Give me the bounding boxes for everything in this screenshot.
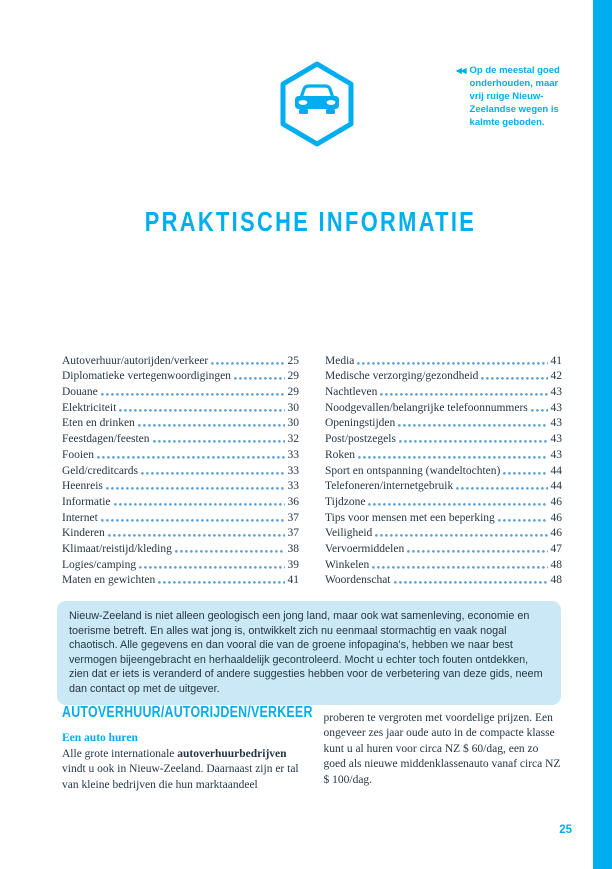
section-autoverhuur xyxy=(62,704,563,793)
toc-dot-leader xyxy=(138,424,285,427)
toc-entry xyxy=(62,556,299,572)
toc-entry-label: Telefoneren/internetgebruik xyxy=(325,480,454,493)
toc-entry xyxy=(325,540,562,556)
toc-entry-page: 29 xyxy=(287,386,299,399)
toc-dot-leader xyxy=(234,377,285,380)
toc-entry xyxy=(325,415,562,431)
chapter-title: PRAKTISCHE INFORMATIE xyxy=(144,206,477,237)
toc-entry-label: Vervoermiddelen xyxy=(325,542,405,555)
toc-entry-page: 33 xyxy=(287,448,299,461)
toc-dot-leader xyxy=(456,487,547,490)
toc-entry xyxy=(325,478,562,494)
toc-entry-page: 29 xyxy=(287,370,299,383)
toc-entry-label: Winkelen xyxy=(325,558,370,571)
toc-dot-leader xyxy=(114,503,285,506)
toc-entry-label: Feestdagen/feesten xyxy=(62,433,150,446)
toc-dot-leader xyxy=(481,377,547,380)
toc-entry-page: 43 xyxy=(550,417,562,430)
toc-entry-page: 43 xyxy=(550,386,562,399)
toc-entry-page: 36 xyxy=(287,495,299,508)
sub-heading: Een auto huren xyxy=(62,732,138,744)
toc-entry-label: Internet xyxy=(62,511,98,524)
section-column-left xyxy=(62,704,313,793)
toc-entry xyxy=(62,509,299,525)
toc-dot-leader xyxy=(498,519,548,522)
toc-entry-label: Roken xyxy=(325,448,356,461)
toc-entry-page: 43 xyxy=(550,433,562,446)
toc-entry-page: 47 xyxy=(550,542,562,555)
toc-dot-leader xyxy=(375,534,547,537)
toc-entry-label: Douane xyxy=(62,386,98,399)
toc-entry xyxy=(325,509,562,525)
toc-entry-page: 48 xyxy=(550,574,562,587)
toc-entry-label: Tijdzone xyxy=(325,495,366,508)
body-paragraph-right: proberen te vergroten met voordelige prijzen. Een ongeveer zes jaar oude auto in de compacte klasse kunt u al huren voor circa NZ $ 60/dag, een zo goed als nieuwe middenklassenauto vanaf circa NZ $ 100/dag. xyxy=(323,712,561,786)
toc-entry xyxy=(325,556,562,572)
toc-entry-page: 46 xyxy=(550,511,562,524)
toc-entry xyxy=(62,415,299,431)
toc-entry-label: Logies/camping xyxy=(62,558,137,571)
toc-entry xyxy=(325,572,562,588)
toc-entry-page: 37 xyxy=(287,511,299,524)
toc-entry xyxy=(62,572,299,588)
toc-entry-page: 41 xyxy=(287,574,299,587)
toc-entry xyxy=(62,446,299,462)
toc-entry-page: 30 xyxy=(287,401,299,414)
toc-entry xyxy=(325,352,562,368)
toc-column-left xyxy=(62,352,299,587)
toc-entry-page: 43 xyxy=(550,448,562,461)
toc-dot-leader xyxy=(97,456,285,459)
toc-entry xyxy=(62,478,299,494)
toc-dot-leader xyxy=(106,487,285,490)
toc-dot-leader xyxy=(357,362,547,365)
toc-entry-page: 41 xyxy=(550,354,562,367)
toc-entry xyxy=(62,525,299,541)
toc-entry xyxy=(62,540,299,556)
toc-dot-leader xyxy=(153,440,285,443)
toc-entry-label: Tips voor mensen met een beperking xyxy=(325,511,495,524)
toc-entry-label: Openingstijden xyxy=(325,417,396,430)
toc-dot-leader xyxy=(141,472,285,475)
toc-entry xyxy=(62,368,299,384)
toc-column-right xyxy=(325,352,562,587)
toc-entry xyxy=(325,493,562,509)
page-number: 25 xyxy=(559,824,572,836)
editorial-note-text: Nieuw-Zeeland is niet alleen geologisch een jong land, maar ook wat samenleving, economie en toerisme betreft. En alles wat jong is, ontwikkelt zich nu eenmaal stormachtig en vaak nogal chaotisch. Alle gegevens en dan vooral die van de groene infopagina's, hebben we naar best vermogen bijeengebracht en herhaaldelijk gecontroleerd. Mocht u echter toch fouten ontdekken, zien dat er iets is veranderd of andere suggesties hebben voor de verbetering van deze gids, neem dan contact op met de uitgever. xyxy=(69,610,543,695)
section-heading: AUTOVERHUUR/AUTORIJDEN/VERKEER xyxy=(62,704,313,721)
toc-entry-label: Post/postzegels xyxy=(325,433,396,446)
toc-entry-label: Fooien xyxy=(62,448,94,461)
toc-dot-leader xyxy=(211,362,284,365)
toc-dot-leader xyxy=(398,424,547,427)
toc-dot-leader xyxy=(531,409,548,412)
toc-dot-leader xyxy=(372,566,547,569)
toc-entry-page: 25 xyxy=(287,354,299,367)
toc-entry-label: Geld/creditcards xyxy=(62,464,138,477)
toc-entry xyxy=(325,368,562,384)
toc-entry-page: 33 xyxy=(287,464,299,477)
toc-dot-leader xyxy=(108,534,285,537)
toc-dot-leader xyxy=(368,503,547,506)
toc-entry-page: 44 xyxy=(550,464,562,477)
table-of-contents xyxy=(62,352,562,587)
toc-entry-page: 43 xyxy=(550,401,562,414)
toc-entry-label: Elektriciteit xyxy=(62,401,117,414)
toc-entry-page: 42 xyxy=(550,370,562,383)
toc-entry-label: Autoverhuur/autorijden/verkeer xyxy=(62,354,209,367)
toc-dot-leader xyxy=(380,393,547,396)
toc-entry xyxy=(62,352,299,368)
toc-entry-label: Maten en gewichten xyxy=(62,574,156,587)
toc-dot-leader xyxy=(407,550,547,553)
body-paragraph-left: Alle grote internationale autoverhuurbedrijven vindt u ook in Nieuw-Zeeland. Daarnaast zijn er tal van kleine bedrijven die hun marktaandeel xyxy=(62,748,299,791)
toc-entry xyxy=(325,462,562,478)
toc-entry xyxy=(325,525,562,541)
toc-entry xyxy=(325,446,562,462)
photo-caption-text: Op de meestal goed onderhouden, maar vrij ruige Nieuw-Zeelandse wegen is kalmte geboden. xyxy=(469,65,560,128)
toc-entry-page: 30 xyxy=(287,417,299,430)
toc-entry-page: 48 xyxy=(550,558,562,571)
toc-entry-label: Sport en ontspanning (wandeltochten) xyxy=(325,464,501,477)
toc-entry xyxy=(62,493,299,509)
toc-dot-leader xyxy=(158,581,284,584)
section-column-right xyxy=(324,704,564,793)
toc-entry-label: Kinderen xyxy=(62,527,105,540)
toc-entry-page: 46 xyxy=(550,495,562,508)
toc-entry-label: Eten en drinken xyxy=(62,417,135,430)
toc-entry-page: 37 xyxy=(287,527,299,540)
caption-arrows-icon: ◀◀ xyxy=(456,66,466,75)
toc-entry xyxy=(325,430,562,446)
toc-entry xyxy=(62,383,299,399)
toc-entry-label: Medische verzorging/gezondheid xyxy=(325,370,479,383)
toc-entry xyxy=(62,462,299,478)
toc-entry-label: Noodgevallen/belangrijke telefoonnummers xyxy=(325,401,528,414)
toc-entry-label: Klimaat/reistijd/kleding xyxy=(62,542,172,555)
hexagon-car-icon xyxy=(279,61,355,147)
toc-dot-leader xyxy=(503,472,547,475)
toc-dot-leader xyxy=(139,566,284,569)
toc-dot-leader xyxy=(101,393,285,396)
photo-caption xyxy=(456,64,568,129)
toc-entry-page: 32 xyxy=(287,433,299,446)
toc-dot-leader xyxy=(119,409,284,412)
toc-entry xyxy=(62,399,299,415)
accent-side-bar xyxy=(593,0,612,869)
toc-entry-page: 38 xyxy=(287,542,299,555)
toc-entry-label: Woordenschat xyxy=(325,574,391,587)
toc-entry-page: 44 xyxy=(550,480,562,493)
bold-term: autoverhuurbedrijven xyxy=(177,748,287,760)
toc-entry-page: 33 xyxy=(287,480,299,493)
toc-entry-page: 46 xyxy=(550,527,562,540)
toc-entry-label: Diplomatieke vertegenwoordigingen xyxy=(62,370,231,383)
editorial-note-box xyxy=(57,601,561,705)
toc-entry xyxy=(325,399,562,415)
toc-dot-leader xyxy=(358,456,547,459)
chapter-badge xyxy=(279,61,355,147)
toc-entry-label: Informatie xyxy=(62,495,111,508)
toc-entry-label: Nachtleven xyxy=(325,386,378,399)
toc-entry-label: Media xyxy=(325,354,355,367)
toc-entry-label: Veiligheid xyxy=(325,527,373,540)
toc-dot-leader xyxy=(394,581,548,584)
toc-entry-label: Heenreis xyxy=(62,480,103,493)
toc-entry xyxy=(62,430,299,446)
toc-entry-page: 39 xyxy=(287,558,299,571)
toc-dot-leader xyxy=(399,440,548,443)
toc-dot-leader xyxy=(101,519,285,522)
toc-dot-leader xyxy=(175,550,285,553)
toc-entry xyxy=(325,383,562,399)
